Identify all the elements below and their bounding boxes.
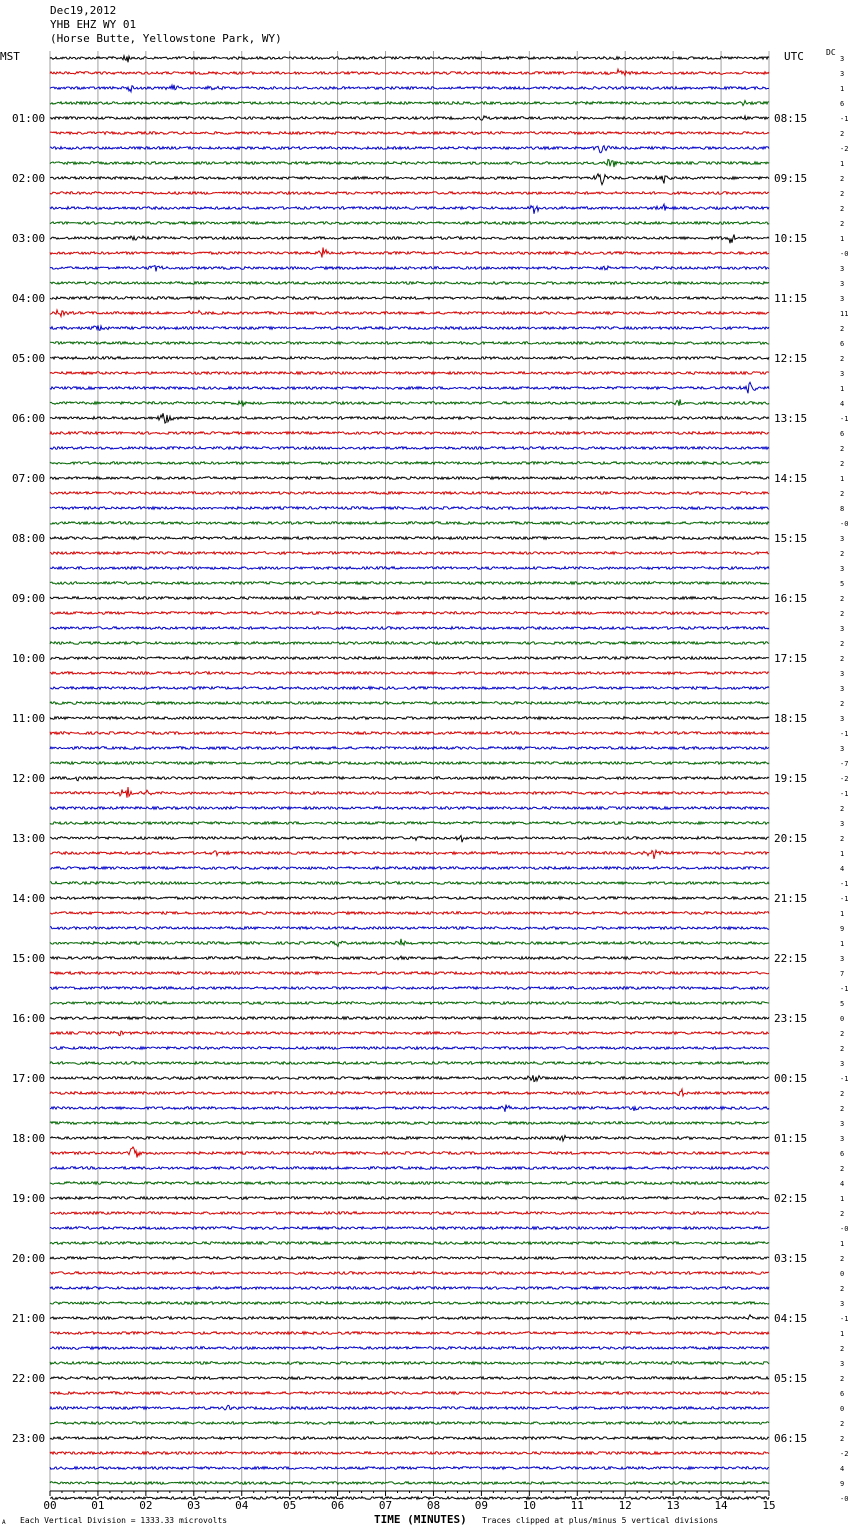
dc-offset-label: 3 xyxy=(840,55,845,63)
seismic-trace xyxy=(50,413,769,423)
seismic-trace xyxy=(50,850,769,859)
seismic-trace xyxy=(50,732,769,735)
mst-hour-label: 09:00 xyxy=(12,592,46,605)
dc-offset-label: 6 xyxy=(840,1150,845,1158)
dc-offset-label: 3 xyxy=(840,295,845,303)
utc-hour-label: 04:15 xyxy=(774,1312,808,1325)
dc-offset-label: 3 xyxy=(840,955,845,963)
dc-offset-label: -1 xyxy=(840,1315,849,1323)
x-tick-label: 11 xyxy=(570,1499,584,1512)
seismic-trace xyxy=(50,462,769,465)
seismic-trace xyxy=(50,432,769,435)
seismic-trace xyxy=(50,1147,769,1158)
mst-hour-label: 15:00 xyxy=(12,952,46,965)
dc-offset-label: 3 xyxy=(840,820,845,828)
seismic-trace xyxy=(50,702,769,705)
utc-hour-label: 23:15 xyxy=(774,1012,808,1025)
right-timezone-label: UTC xyxy=(784,50,804,63)
dc-offset-label: 1 xyxy=(840,1240,845,1248)
mst-hour-label: 16:00 xyxy=(12,1012,46,1025)
dc-offset-label: 2 xyxy=(840,490,845,498)
seismic-trace xyxy=(50,1182,769,1185)
seismic-trace xyxy=(50,567,769,570)
seismic-trace xyxy=(50,882,769,885)
seismic-trace xyxy=(50,552,769,555)
mst-hour-label: 06:00 xyxy=(12,412,46,425)
dc-offset-label: 2 xyxy=(840,1210,845,1218)
seismic-trace xyxy=(50,1302,769,1305)
utc-hour-label: 08:15 xyxy=(774,112,808,125)
dc-offset-header: DC xyxy=(826,48,836,57)
dc-offset-label: 3 xyxy=(840,1360,845,1368)
dc-offset-label: 6 xyxy=(840,100,845,108)
dc-offset-label: 4 xyxy=(840,400,845,408)
mst-hour-label: 08:00 xyxy=(12,532,46,545)
mst-hour-label: 05:00 xyxy=(12,352,46,365)
seismic-trace xyxy=(50,1405,769,1410)
clipping-note: Traces clipped at plus/minus 5 vertical divisions xyxy=(482,1516,719,1525)
seismic-trace xyxy=(50,492,769,495)
seismic-trace xyxy=(50,477,769,480)
mst-hour-label: 04:00 xyxy=(12,292,46,305)
seismic-trace xyxy=(50,972,769,975)
dc-offset-label: 2 xyxy=(840,610,845,618)
x-tick-label: 05 xyxy=(283,1499,297,1512)
dc-offset-label: 2 xyxy=(840,655,845,663)
utc-hour-label: 03:15 xyxy=(774,1252,808,1265)
vertical-scale-note: Each Vertical Division = 1333.33 microvolts xyxy=(20,1516,228,1525)
mst-hour-label: 18:00 xyxy=(12,1132,46,1145)
seismic-trace xyxy=(50,56,769,63)
seismic-trace xyxy=(50,987,769,990)
station-code: YHB EHZ WY 01 xyxy=(50,18,137,31)
dc-offset-label: 2 xyxy=(840,1285,845,1293)
utc-hour-label: 20:15 xyxy=(774,832,808,845)
seismic-trace xyxy=(50,912,769,915)
mst-hour-label: 01:00 xyxy=(12,112,46,125)
utc-hour-label: 06:15 xyxy=(774,1432,808,1445)
seismic-trace xyxy=(50,1482,769,1485)
dc-offset-label: -2 xyxy=(840,145,849,153)
station-location: (Horse Butte, Yellowstone Park, WY) xyxy=(50,32,282,45)
seismic-trace xyxy=(50,222,769,225)
x-tick-label: 13 xyxy=(666,1499,680,1512)
dc-offset-label: -0 xyxy=(840,250,849,258)
dc-offset-label: 2 xyxy=(840,1030,845,1038)
seismic-trace xyxy=(50,927,769,930)
seismic-trace xyxy=(50,1242,769,1245)
dc-offset-label: 3 xyxy=(840,685,845,693)
dc-offset-label: 2 xyxy=(840,460,845,468)
dc-offset-label: -1 xyxy=(840,790,849,798)
x-tick-label: 03 xyxy=(187,1499,201,1512)
seismic-trace xyxy=(50,1167,769,1170)
seismic-trace xyxy=(50,297,769,300)
x-tick-label: 04 xyxy=(235,1499,249,1512)
seismic-trace xyxy=(50,174,769,185)
seismic-trace xyxy=(50,1017,769,1020)
seismic-trace xyxy=(50,612,769,615)
dc-offset-label: 7 xyxy=(840,970,845,978)
seismic-trace xyxy=(50,822,769,825)
dc-offset-label: -1 xyxy=(840,880,849,888)
seismic-trace xyxy=(50,1105,769,1112)
seismic-trace xyxy=(50,192,769,195)
dc-offset-label: 5 xyxy=(840,580,845,588)
dc-offset-label: 8 xyxy=(840,505,845,513)
dc-offset-label: 9 xyxy=(840,1480,845,1488)
seismic-trace xyxy=(50,204,769,214)
utc-hour-label: 02:15 xyxy=(774,1192,808,1205)
dc-offset-label: 1 xyxy=(840,1195,845,1203)
seismic-trace xyxy=(50,642,769,645)
seismic-trace xyxy=(50,1497,769,1500)
dc-offset-label: 3 xyxy=(840,70,845,78)
seismic-trace xyxy=(50,1272,769,1275)
utc-hour-label: 10:15 xyxy=(774,232,808,245)
x-tick-label: 06 xyxy=(330,1499,345,1512)
dc-offset-label: 4 xyxy=(840,1465,845,1473)
x-tick-label: 15 xyxy=(762,1499,776,1512)
utc-hour-label: 17:15 xyxy=(774,652,808,665)
seismic-trace xyxy=(50,717,769,720)
seismic-trace xyxy=(50,762,769,765)
seismic-trace xyxy=(50,582,769,585)
seismic-trace xyxy=(50,342,769,345)
utc-hour-label: 05:15 xyxy=(774,1372,808,1385)
x-tick-label: 08 xyxy=(426,1499,441,1512)
seismic-trace xyxy=(50,956,769,960)
seismic-trace xyxy=(50,1467,769,1470)
seismic-trace xyxy=(50,1212,769,1215)
seismic-trace xyxy=(50,1257,769,1260)
dc-offset-label: 6 xyxy=(840,340,845,348)
seismic-trace xyxy=(50,1287,769,1290)
dc-offset-label: 1 xyxy=(840,235,845,243)
dc-offset-label: 2 xyxy=(840,355,845,363)
dc-offset-label: 2 xyxy=(840,445,845,453)
seismic-trace xyxy=(50,357,769,360)
dc-offset-label: -1 xyxy=(840,895,849,903)
seismic-trace xyxy=(50,1452,769,1455)
seismic-trace xyxy=(50,1197,769,1200)
seismic-trace xyxy=(50,1031,769,1036)
seismic-trace xyxy=(50,325,769,330)
seismic-trace xyxy=(50,657,769,660)
dc-offset-label: -2 xyxy=(840,775,849,783)
mst-hour-label: 13:00 xyxy=(12,832,46,845)
dc-offset-label: 2 xyxy=(840,1345,845,1353)
utc-hour-label: 09:15 xyxy=(774,172,808,185)
mst-hour-label: 14:00 xyxy=(12,892,46,905)
footer-mark: A xyxy=(2,1519,6,1526)
utc-hour-label: 19:15 xyxy=(774,772,808,785)
x-tick-label: 12 xyxy=(618,1499,632,1512)
utc-hour-label: 13:15 xyxy=(774,412,808,425)
dc-offset-label: -1 xyxy=(840,985,849,993)
dc-offset-label: 2 xyxy=(840,700,845,708)
dc-offset-label: 2 xyxy=(840,325,845,333)
seismic-trace xyxy=(50,248,769,258)
seismic-trace xyxy=(50,1347,769,1350)
dc-offset-label: 3 xyxy=(840,1135,845,1143)
seismic-trace xyxy=(50,132,769,135)
utc-hour-label: 11:15 xyxy=(774,292,808,305)
mst-hour-label: 19:00 xyxy=(12,1192,46,1205)
x-tick-label: 01 xyxy=(91,1499,105,1512)
dc-offset-label: 0 xyxy=(840,1405,845,1413)
seismic-trace xyxy=(50,69,769,75)
dc-offset-label: 1 xyxy=(840,940,845,948)
seismic-trace xyxy=(50,627,769,630)
dc-offset-label: 3 xyxy=(840,565,845,573)
seismic-trace xyxy=(50,1392,769,1395)
x-tick-label: 02 xyxy=(139,1499,153,1512)
dc-offset-label: 2 xyxy=(840,1165,845,1173)
seismic-trace xyxy=(50,867,769,870)
dc-offset-label: -0 xyxy=(840,520,849,528)
seismic-trace xyxy=(50,522,769,525)
dc-offset-label: 1 xyxy=(840,1330,845,1338)
plot-date: Dec19,2012 xyxy=(50,4,117,17)
dc-offset-label: -0 xyxy=(840,1495,849,1503)
mst-hour-label: 03:00 xyxy=(12,232,46,245)
dc-offset-label: 2 xyxy=(840,835,845,843)
x-tick-label: 10 xyxy=(522,1499,536,1512)
dc-offset-label: 3 xyxy=(840,535,845,543)
dc-offset-label: 3 xyxy=(840,280,845,288)
seismic-trace xyxy=(50,1437,769,1440)
dc-offset-label: 4 xyxy=(840,1180,845,1188)
seismic-trace xyxy=(50,597,769,600)
dc-offset-label: 2 xyxy=(840,640,845,648)
seismic-trace xyxy=(50,807,769,810)
dc-offset-label: 1 xyxy=(840,475,845,483)
mst-hour-label: 21:00 xyxy=(12,1312,46,1325)
dc-offset-label: -1 xyxy=(840,415,849,423)
dc-offset-label: 4 xyxy=(840,865,845,873)
utc-hour-label: 16:15 xyxy=(774,592,808,605)
dc-offset-label: -0 xyxy=(840,1225,849,1233)
dc-offset-label: 2 xyxy=(840,1045,845,1053)
utc-hour-label: 21:15 xyxy=(774,892,808,905)
mst-hour-label: 20:00 xyxy=(12,1252,46,1265)
mst-hour-label: 17:00 xyxy=(12,1072,46,1085)
dc-offset-label: 2 xyxy=(840,1090,845,1098)
seismic-trace xyxy=(50,372,769,375)
mst-hour-label: 02:00 xyxy=(12,172,46,185)
seismic-trace xyxy=(50,687,769,690)
dc-offset-label: 3 xyxy=(840,265,845,273)
seismic-trace xyxy=(50,1362,769,1365)
seismic-trace xyxy=(50,85,769,92)
dc-offset-label: 1 xyxy=(840,385,845,393)
left-timezone-label: MST xyxy=(0,50,20,63)
dc-offset-label: 1 xyxy=(840,160,845,168)
dc-offset-label: 2 xyxy=(840,1375,845,1383)
dc-offset-label: -7 xyxy=(840,760,849,768)
seismic-trace xyxy=(50,235,769,244)
seismic-trace xyxy=(50,1047,769,1050)
seismic-trace xyxy=(50,897,769,900)
seismic-trace xyxy=(50,1377,769,1380)
mst-hour-label: 10:00 xyxy=(12,652,46,665)
dc-offset-label: 2 xyxy=(840,190,845,198)
dc-offset-label: 3 xyxy=(840,370,845,378)
seismic-trace xyxy=(50,1315,769,1320)
seismic-trace xyxy=(50,507,769,510)
dc-offset-label: 6 xyxy=(840,1390,845,1398)
dc-offset-label: 3 xyxy=(840,1120,845,1128)
dc-offset-label: 1 xyxy=(840,850,845,858)
seismic-trace xyxy=(50,672,769,675)
dc-offset-label: 0 xyxy=(840,1015,845,1023)
dc-offset-label: 2 xyxy=(840,1435,845,1443)
dc-offset-label: 1 xyxy=(840,910,845,918)
dc-offset-label: -1 xyxy=(840,1075,849,1083)
seismic-trace xyxy=(50,116,769,120)
seismic-trace xyxy=(50,447,769,450)
seismic-trace xyxy=(50,160,769,168)
dc-offset-label: 2 xyxy=(840,1420,845,1428)
seismic-trace xyxy=(50,1002,769,1005)
dc-offset-label: 3 xyxy=(840,715,845,723)
mst-hour-label: 11:00 xyxy=(12,712,46,725)
utc-hour-label: 15:15 xyxy=(774,532,808,545)
dc-offset-label: 2 xyxy=(840,130,845,138)
utc-hour-label: 22:15 xyxy=(774,952,808,965)
dc-offset-label: 3 xyxy=(840,625,845,633)
dc-offset-label: -1 xyxy=(840,730,849,738)
dc-offset-label: -1 xyxy=(840,115,849,123)
dc-offset-label: 2 xyxy=(840,1255,845,1263)
mst-hour-label: 23:00 xyxy=(12,1432,46,1445)
seismic-trace xyxy=(50,382,769,393)
dc-offset-label: 2 xyxy=(840,1105,845,1113)
seismic-trace xyxy=(50,1089,769,1096)
dc-offset-label: 0 xyxy=(840,1270,845,1278)
seismic-trace xyxy=(50,787,769,798)
dc-offset-label: 5 xyxy=(840,1000,845,1008)
seismic-trace xyxy=(50,939,769,947)
dc-offset-label: 3 xyxy=(840,1060,845,1068)
seismic-trace xyxy=(50,101,769,106)
x-tick-label: 14 xyxy=(714,1499,728,1512)
seismic-trace xyxy=(50,1062,769,1065)
dc-offset-label: 6 xyxy=(840,430,845,438)
seismic-trace xyxy=(50,1422,769,1425)
dc-offset-label: 11 xyxy=(840,310,849,318)
dc-offset-label: 2 xyxy=(840,595,845,603)
seismic-trace xyxy=(50,1332,769,1335)
seismic-trace xyxy=(50,1075,769,1081)
dc-offset-label: 1 xyxy=(840,85,845,93)
seismic-trace xyxy=(50,146,769,153)
utc-hour-label: 14:15 xyxy=(774,472,808,485)
dc-offset-label: 2 xyxy=(840,220,845,228)
dc-offset-label: 3 xyxy=(840,1300,845,1308)
mst-hour-label: 07:00 xyxy=(12,472,46,485)
mst-hour-label: 12:00 xyxy=(12,772,46,785)
dc-offset-label: 2 xyxy=(840,205,845,213)
dc-offset-label: -2 xyxy=(840,1450,849,1458)
dc-offset-label: 2 xyxy=(840,175,845,183)
x-tick-label: 00 xyxy=(43,1499,57,1512)
x-axis-label: TIME (MINUTES) xyxy=(374,1513,467,1526)
seismic-trace xyxy=(50,282,769,285)
seismic-trace xyxy=(50,1227,769,1230)
seismic-trace xyxy=(50,1122,769,1125)
mst-hour-label: 22:00 xyxy=(12,1372,46,1385)
seismic-trace xyxy=(50,1136,769,1142)
x-tick-label: 07 xyxy=(378,1499,393,1512)
utc-hour-label: 18:15 xyxy=(774,712,808,725)
x-tick-label: 09 xyxy=(474,1499,489,1512)
dc-offset-label: 9 xyxy=(840,925,845,933)
seismic-trace xyxy=(50,399,769,406)
seismic-trace xyxy=(50,266,769,272)
utc-hour-label: 01:15 xyxy=(774,1132,808,1145)
dc-offset-label: 2 xyxy=(840,805,845,813)
seismic-trace xyxy=(50,836,769,843)
utc-hour-label: 00:15 xyxy=(774,1072,808,1085)
seismic-trace xyxy=(50,310,769,317)
dc-offset-label: 2 xyxy=(840,550,845,558)
seismic-trace xyxy=(50,537,769,540)
utc-hour-label: 12:15 xyxy=(774,352,808,365)
seismic-trace xyxy=(50,777,769,781)
seismic-trace xyxy=(50,747,769,750)
dc-offset-label: 3 xyxy=(840,670,845,678)
dc-offset-label: 3 xyxy=(840,745,845,753)
